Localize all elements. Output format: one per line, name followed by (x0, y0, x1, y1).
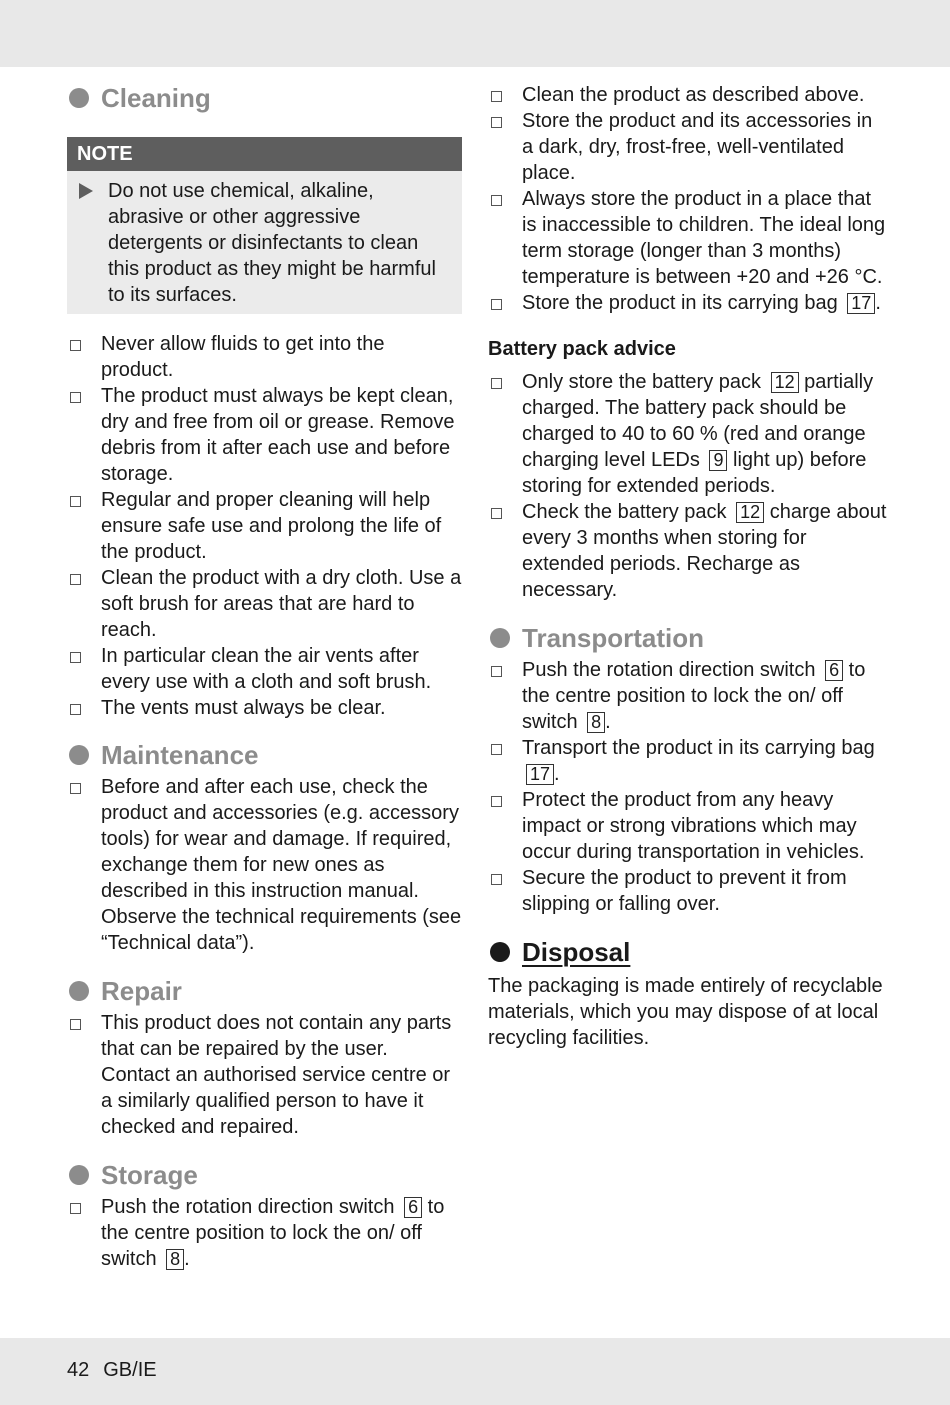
locale-label: GB/IE (103, 1359, 157, 1381)
bullet-dot-icon (69, 745, 89, 765)
maintenance-list (67, 774, 462, 956)
cleaning-list (67, 331, 462, 721)
storage-continued-list (488, 82, 888, 316)
right-column (488, 82, 888, 1051)
left-column (67, 82, 462, 1272)
list-item: This product does not contain any parts that can be repaired by the user. Contact an authorised service centre or a similarly qualified person to have it checked and repaired. (67, 1010, 462, 1140)
list-item: Before and after each use, check the product and accessories (e.g. accessory tools) for wear and damage. If required, exchange them for new ones as described in this instruction manual. Observe the technical requirements (see “Technical data”). (67, 774, 462, 956)
checkbox-square-icon (70, 340, 81, 351)
list-item: In particular clean the air vents after every use with a cloth and soft brush. (67, 643, 462, 695)
note-body (67, 171, 462, 314)
part-reference: 9 (709, 450, 727, 471)
checkbox-square-icon (491, 91, 502, 102)
bullet-dot-icon (69, 1165, 89, 1185)
disposal-text: The packaging is made entirely of recyclable materials, which you may dispose of at local recycling facilities. (488, 975, 883, 1049)
checkbox-square-icon (491, 666, 502, 677)
list-item: Never allow fluids to get into the product. (67, 331, 462, 383)
checkbox-square-icon (70, 392, 81, 403)
list-item: Push the rotation direction switch 6 to the centre position to lock the on/ off switch 8 . (488, 657, 888, 735)
checkbox-square-icon (70, 496, 81, 507)
bullet-dot-icon (69, 981, 89, 1001)
checkbox-square-icon (70, 652, 81, 663)
bullet-dot-icon (490, 942, 510, 962)
list-item: Push the rotation direction switch 6 to the centre position to lock the on/ off switch 8 . (67, 1194, 462, 1272)
checkbox-square-icon (70, 783, 81, 794)
list-item: Always store the product in a place that is inaccessible to children. The ideal long term storage (longer than 3 months) temperature is between +20 and +26 °C. (488, 186, 888, 290)
part-reference: 6 (825, 660, 843, 681)
checkbox-square-icon (491, 874, 502, 885)
list-item: Store the product in its carrying bag 17 . (488, 290, 888, 316)
arrow-right-icon (79, 183, 93, 199)
part-reference: 17 (526, 764, 554, 785)
list-item: Check the battery pack 12 charge about every 3 months when storing for extended periods. Recharge as necessary. (488, 499, 888, 603)
part-reference: 12 (771, 372, 799, 393)
maintenance-heading: Maintenance (67, 739, 462, 771)
repair-heading: Repair (67, 975, 462, 1007)
list-item: The product must always be kept clean, dry and free from oil or grease. Remove debris from it after each use and before storage. (67, 383, 462, 487)
battery-advice-heading: Battery pack advice (488, 338, 676, 360)
list-item: Transport the product in its carrying bag 17 . (488, 735, 888, 787)
transportation-list (488, 657, 888, 917)
checkbox-square-icon (70, 1019, 81, 1030)
list-item: The vents must always be clear. (67, 695, 462, 721)
checkbox-square-icon (491, 299, 502, 310)
part-reference: 17 (847, 293, 875, 314)
transportation-heading: Transportation (488, 622, 888, 654)
battery-list (488, 369, 888, 603)
part-reference: 8 (166, 1249, 184, 1270)
list-item: Clean the product as described above. (488, 82, 888, 108)
checkbox-square-icon (491, 195, 502, 206)
checkbox-square-icon (491, 378, 502, 389)
part-reference: 6 (404, 1197, 422, 1218)
part-reference: 12 (736, 502, 764, 523)
note-text: Do not use chemical, alkaline, abrasive or other aggressive detergents or disinfectants to clean this product as they might be harmful to its surfaces. (108, 180, 436, 306)
list-item: Regular and proper cleaning will help ensure safe use and prolong the life of the product. (67, 487, 462, 565)
checkbox-square-icon (491, 796, 502, 807)
checkbox-square-icon (491, 508, 502, 519)
footer (67, 1359, 157, 1382)
disposal-heading: Disposal (488, 936, 888, 968)
checkbox-square-icon (70, 574, 81, 585)
header-band (0, 0, 950, 67)
part-reference: 8 (587, 712, 605, 733)
bullet-dot-icon (490, 628, 510, 648)
bullet-dot-icon (69, 88, 89, 108)
list-item: Secure the product to prevent it from slipping or falling over. (488, 865, 888, 917)
checkbox-square-icon (491, 744, 502, 755)
cleaning-heading: Cleaning (67, 82, 462, 114)
storage-list (67, 1194, 462, 1272)
list-item: Clean the product with a dry cloth. Use a soft brush for areas that are hard to reach. (67, 565, 462, 643)
checkbox-square-icon (70, 1203, 81, 1214)
list-item: Protect the product from any heavy impact or strong vibrations which may occur during transportation in vehicles. (488, 787, 888, 865)
repair-list (67, 1010, 462, 1140)
checkbox-square-icon (491, 117, 502, 128)
storage-heading: Storage (67, 1159, 462, 1191)
list-item: Store the product and its accessories in a dark, dry, frost-free, well-ventilated place. (488, 108, 888, 186)
page-number: 42 (67, 1359, 90, 1381)
note-box (67, 137, 462, 314)
checkbox-square-icon (70, 704, 81, 715)
note-label: NOTE (67, 137, 462, 171)
list-item: Only store the battery pack 12 partially charged. The battery pack should be charged to 40 to 60 % (red and orange charging level LEDs 9 light up) before storing for extended periods. (488, 369, 888, 499)
